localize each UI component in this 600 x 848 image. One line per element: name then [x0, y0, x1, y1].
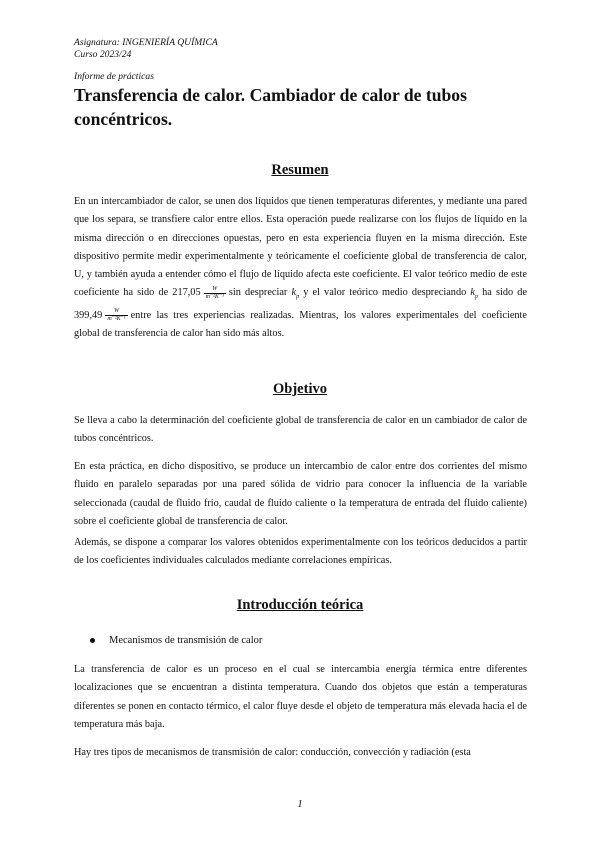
- unit-denominator: m⁻²K⁻¹: [205, 293, 224, 300]
- resumen-paragraph: [74, 193, 527, 343]
- unit-denominator: m⁻²K⁻¹: [107, 315, 126, 322]
- bullet-item: [90, 633, 262, 649]
- resumen-text-1: En un intercambiador de calor, se unen dos líquidos que tienen temperaturas diferentes, y mediante una pared que los separa, se transfiere calor entre ellos. Esta operación puede realizarse con los flujos de líquido en la misma dirección o en direcciones opuestas, pero en esta experiencia fluyen en la misma dirección. Este dispositivo permite medir experimentalmente y teóricamente el coeficiente global de transferencia de calor, U, y también ayuda a entender cómo el flujo de líquido afecta este coeficiente. El valor teórico medio de este coeficiente ha sido de 217,05: [74, 196, 527, 299]
- section-heading-resumen: Resumen: [271, 162, 329, 178]
- intro-paragraph-1: La transferencia de calor es un proceso en el cual se intercambia energía térmica entre diferentes localizaciones que se encuentran a distinta temperatura. Cuando dos objetos que están a temperaturas diferentes se ponen en contacto térmico, el calor fluye desde el objeto de temperatura más elevada hacia el de temperatura más baja.: [74, 664, 527, 730]
- unit-numerator: W: [204, 286, 226, 294]
- kp-symbol-2: $k_p$: [470, 287, 478, 301]
- page-title: Transferencia de calor. Cambiador de calor de tubos concéntricos.: [74, 85, 467, 129]
- kp-symbol-1: $k_p$: [291, 287, 300, 301]
- objetivo-paragraph-1: Se lleva a cabo la determinación del coeficiente global de transferencia de calor en un cambiador de calor de tubos concéntricos.: [74, 415, 527, 445]
- section-heading-objetivo: Objetivo: [273, 381, 327, 397]
- objetivo-paragraph-3: Además, se dispone a comparar los valores obtenidos experimentalmente con los teóricos deducidos a partir de los coeficientes individuales calculados mediante correlaciones empíricas.: [74, 537, 527, 567]
- bullet-dot-icon: [90, 638, 95, 643]
- header-course: Curso 2023/24: [74, 49, 132, 60]
- objetivo-paragraph-2: En esta práctica, en dicho dispositivo, se produce un intercambio de calor entre dos corrientes del mismo fluido en paralelo separadas por una pared sólida de vidrio para conocer la influencia de la variable seleccionada (caudal de fluido frío, caudal de fluido caliente o la temperatura de entrada del fluido caliente) sobre el coeficiente global de transferencia de calor.: [74, 461, 527, 527]
- section-heading-introduccion: Introducción teórica: [236, 597, 364, 613]
- resumen-text-3: y el valor teórico medio despreciando: [303, 287, 467, 299]
- header-doc-type: Informe de prácticas: [74, 71, 154, 82]
- bullet-label: Mecanismos de transmisión de calor: [109, 635, 263, 646]
- unit-fraction-1: [204, 286, 226, 301]
- resumen-text-5: entre las tres experiencias realizadas. Mientras, los valores experimentales del coeficiente global de transferencia de calor han sido más altos.: [74, 309, 527, 340]
- page-number: 1: [297, 798, 303, 810]
- unit-numerator: W: [105, 308, 127, 316]
- header-subject: Asignatura: INGENIERÍA QUÍMICA: [74, 37, 218, 48]
- resumen-text-4: ha sido de 399,49: [74, 287, 527, 321]
- unit-fraction-2: [105, 308, 127, 323]
- resumen-text-2: sin despreciar: [228, 287, 288, 299]
- intro-paragraph-2: Hay tres tipos de mecanismos de transmisión de calor: conducción, convección y radiación (esta: [74, 747, 471, 758]
